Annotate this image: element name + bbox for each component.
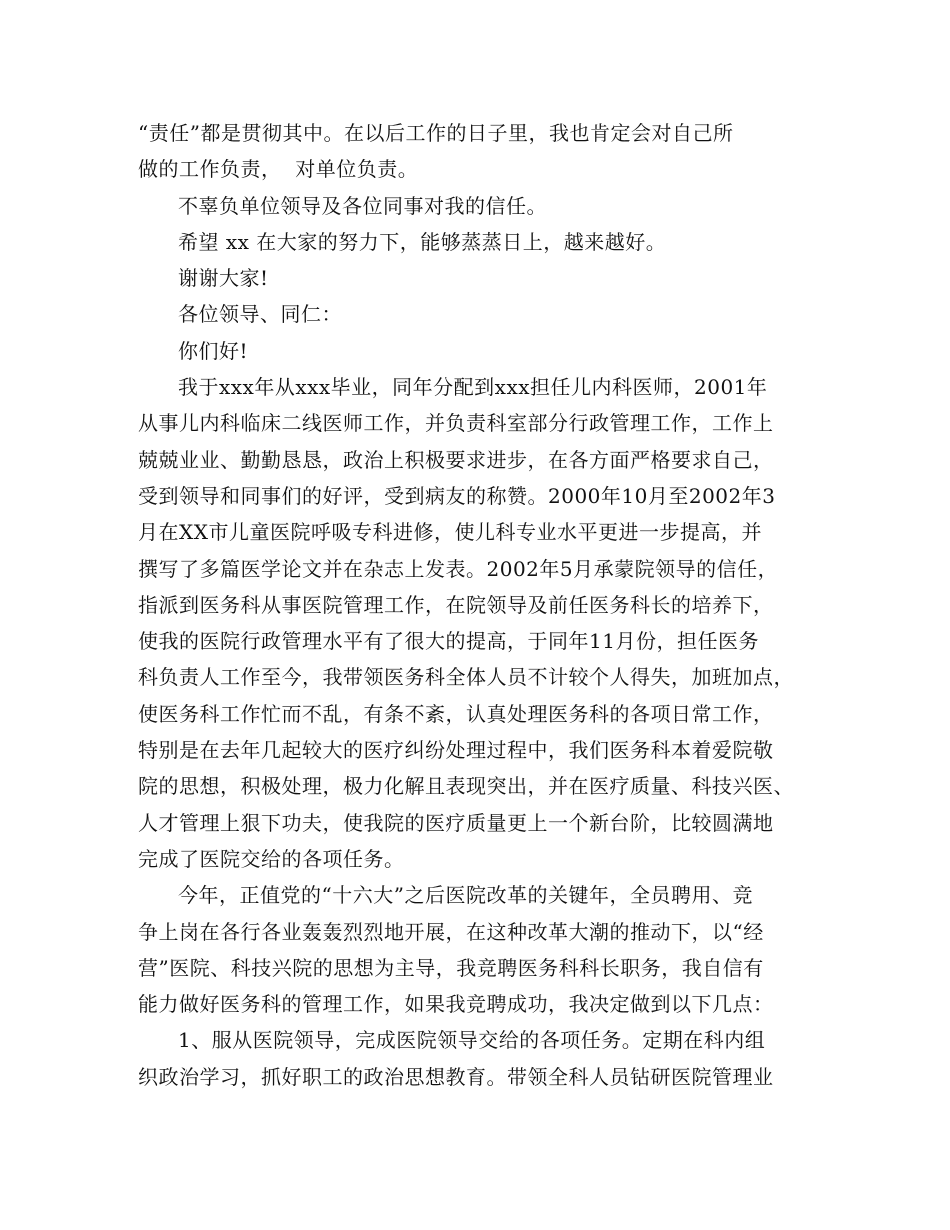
text-line: 科负责人工作至今，我带领医务科全体人员不计较个人得失，加班加点， <box>138 665 794 690</box>
text-line: 从事儿内科临床二线医师工作，并负责科室部分行政管理工作，工作上 <box>138 411 774 436</box>
text-line: 能力做好医务科的管理工作，如果我竞聘成功，我决定做到以下几点： <box>138 992 774 1017</box>
text-line: 谢谢大家! <box>178 266 269 291</box>
text-line: 今年，正值党的“十六大”之后医院改革的关键年，全员聘用、竞 <box>178 883 753 908</box>
text-line: 各位领导、同仁： <box>178 302 342 327</box>
text-line: 月在XX市儿童医院呼吸专科进修，使儿科专业水平更进一步提高，并 <box>138 520 762 545</box>
text-line: 不辜负单位领导及各位同事对我的信任。 <box>178 193 547 218</box>
text-line: 指派到医务科从事医院管理工作，在院领导及前任医务科长的培养下， <box>138 592 774 617</box>
text-line: 织政治学习，抓好职工的政治思想教育。带领全科人员钻研医院管理业 <box>138 1064 774 1089</box>
text-line: 使我的医院行政管理水平有了很大的提高，于同年11月份，担任医务 <box>138 629 759 654</box>
text-line: 你们好! <box>178 338 249 363</box>
text-line: “责任”都是贯彻其中。在以后工作的日子里，我也肯定会对自己所 <box>138 121 734 145</box>
text-line: 特别是在去年几起较大的医疗纠纷处理过程中，我们医务科本着爱院敬 <box>138 738 774 763</box>
text-line: 做的工作负责， 对单位负责。 <box>138 157 419 182</box>
text-line: 受到领导和同事们的好评，受到病友的称赞。2000年10月至2002年3 <box>138 483 776 508</box>
text-line: 完成了医院交给的各项任务。 <box>138 846 405 871</box>
document-body <box>138 115 828 1095</box>
text-line: 撰写了多篇医学论文并在杂志上发表。2002年5月承蒙院领导的信任， <box>138 556 779 581</box>
text-line: 希望 xx 在大家的努力下，能够蒸蒸日上，越来越好。 <box>178 229 667 254</box>
text-line: 院的思想，积极处理，极力化解且表现突出，并在医疗质量、科技兴医、 <box>138 774 794 799</box>
text-line: 1、服从医院领导，完成医院领导交给的各项任务。定期在科内组 <box>178 1028 766 1053</box>
text-line: 营”医院、科技兴院的思想为主导，我竞聘医务科科长职务，我自信有 <box>138 955 764 980</box>
text-line: 人才管理上狠下功夫，使我院的医疗质量更上一个新台阶，比较圆满地 <box>138 810 774 835</box>
text-line: 使医务科工作忙而不乱，有条不紊，认真处理医务科的各项日常工作， <box>138 701 774 726</box>
text-line: 我于xxx年从xxx毕业，同年分配到xxx担任儿内科医师，2001年 <box>178 375 768 400</box>
text-line: 兢兢业业、勤勤恳恳，政治上积极要求进步，在各方面严格要求自己， <box>138 447 774 472</box>
text-line: 争上岗在各行各业轰轰烈烈地开展，在这种改革大潮的推动下，以“经 <box>138 919 764 944</box>
